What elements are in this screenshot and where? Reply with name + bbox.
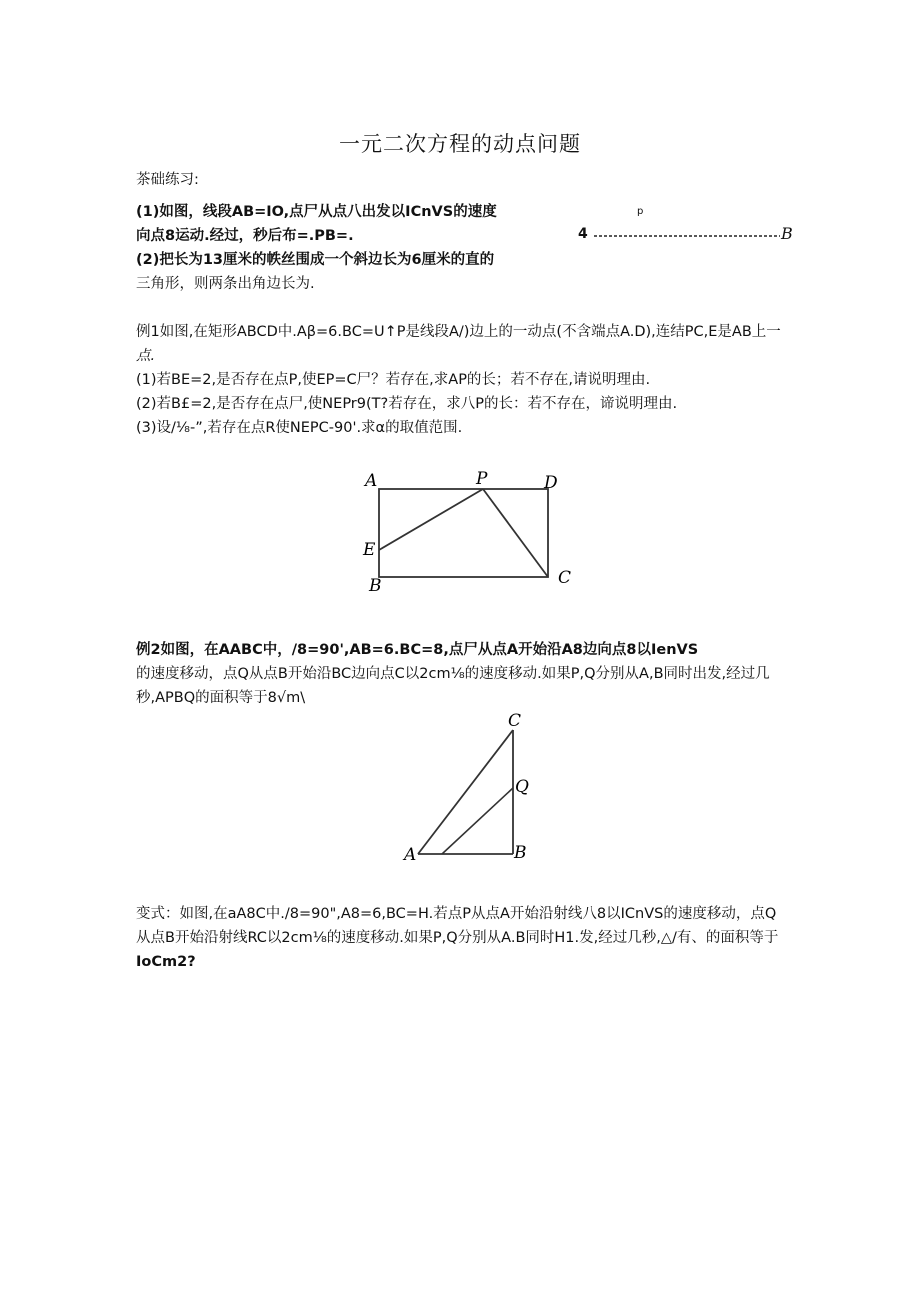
segment-dashed-line bbox=[592, 226, 782, 246]
page-title: 一元二次方程的动点问题 bbox=[339, 132, 581, 156]
label-b: B bbox=[369, 576, 382, 596]
triangle-figure bbox=[400, 708, 550, 868]
example1-line2: 点. bbox=[136, 348, 156, 364]
example1-line4: (2)若B£=2,是否存在点尸,使NEPr9(T?若存在，求八P的长：若不存在，谛说明理由. bbox=[136, 396, 678, 412]
segment-ep bbox=[379, 489, 483, 550]
example2-line3: 秒,APBQ的面积等于8√m\ bbox=[136, 690, 306, 706]
example2-line1: 例2如图，在AABC中，/8=90',AB=6.BC=8,点尸从点A开始沿A8边向点8以IenVS bbox=[136, 642, 699, 658]
example1-line5: (3)设/⅛-”,若存在点R使NEPC-90'.求α的取值范围. bbox=[136, 420, 463, 436]
variant-line2: 从点B开始沿射线RC以2cm⅛的速度移动.如果P,Q分别从A.B同时H1.发,经过几秒,△/有、的面积等于 bbox=[136, 930, 779, 946]
label-a: A bbox=[365, 471, 378, 491]
segment-label-b: B bbox=[781, 224, 793, 243]
variant-line1: 变式：如图,在aA8C中./8=90",A8=6,BC=H.若点P从点A开始沿射线八8以ICnVS的速度移动，点Q bbox=[136, 906, 777, 922]
basic-q1-line1: (1)如图，线段AB=IO,点尸从点八出发以ICnVS的速度 bbox=[136, 204, 497, 220]
label-a2: A bbox=[404, 845, 417, 865]
label-b2: B bbox=[514, 843, 527, 863]
label-q: Q bbox=[515, 777, 529, 797]
basic-q1-line2: 向点8运动.经过，秒后布=.PB=. bbox=[136, 228, 354, 244]
segment-label-p: p bbox=[637, 206, 644, 217]
segment-label-a: 4 bbox=[578, 226, 588, 242]
segment-ac bbox=[418, 730, 513, 854]
example1-line1: 例1如图,在矩形ABCD中.Aβ=6.BC=U↑P是线段A/)边上的一动点(不含端点A.D),连结PC,E是AB上一 bbox=[136, 324, 781, 340]
basic-q2-line1: (2)把长为13厘米的帙丝围成一个斜边长为6厘米的直的 bbox=[136, 252, 495, 268]
label-p: P bbox=[476, 469, 488, 489]
label-c2: C bbox=[508, 711, 522, 731]
example1-line3: (1)若BE=2,是否存在点P,使EP=C尸？若存在,求AP的长；若不存在,请说明理由. bbox=[136, 372, 651, 388]
basic-heading: 茶础练习: bbox=[136, 172, 199, 188]
rectangle-abcd bbox=[379, 489, 548, 577]
segment-pq bbox=[442, 788, 513, 854]
label-d: D bbox=[544, 473, 558, 493]
rectangle-figure bbox=[355, 462, 595, 602]
basic-q2-line2: 三角形，则两条出角边长为. bbox=[136, 276, 315, 292]
example2-line2: 的速度移动，点Q从点B开始沿BC边向点C以2cm⅛的速度移动.如果P,Q分别从A,B同时出发,经过几 bbox=[136, 666, 770, 682]
label-c: C bbox=[558, 568, 572, 588]
label-e: E bbox=[363, 540, 376, 560]
segment-pc bbox=[483, 489, 548, 577]
variant-line3: IoCm2? bbox=[136, 954, 196, 970]
